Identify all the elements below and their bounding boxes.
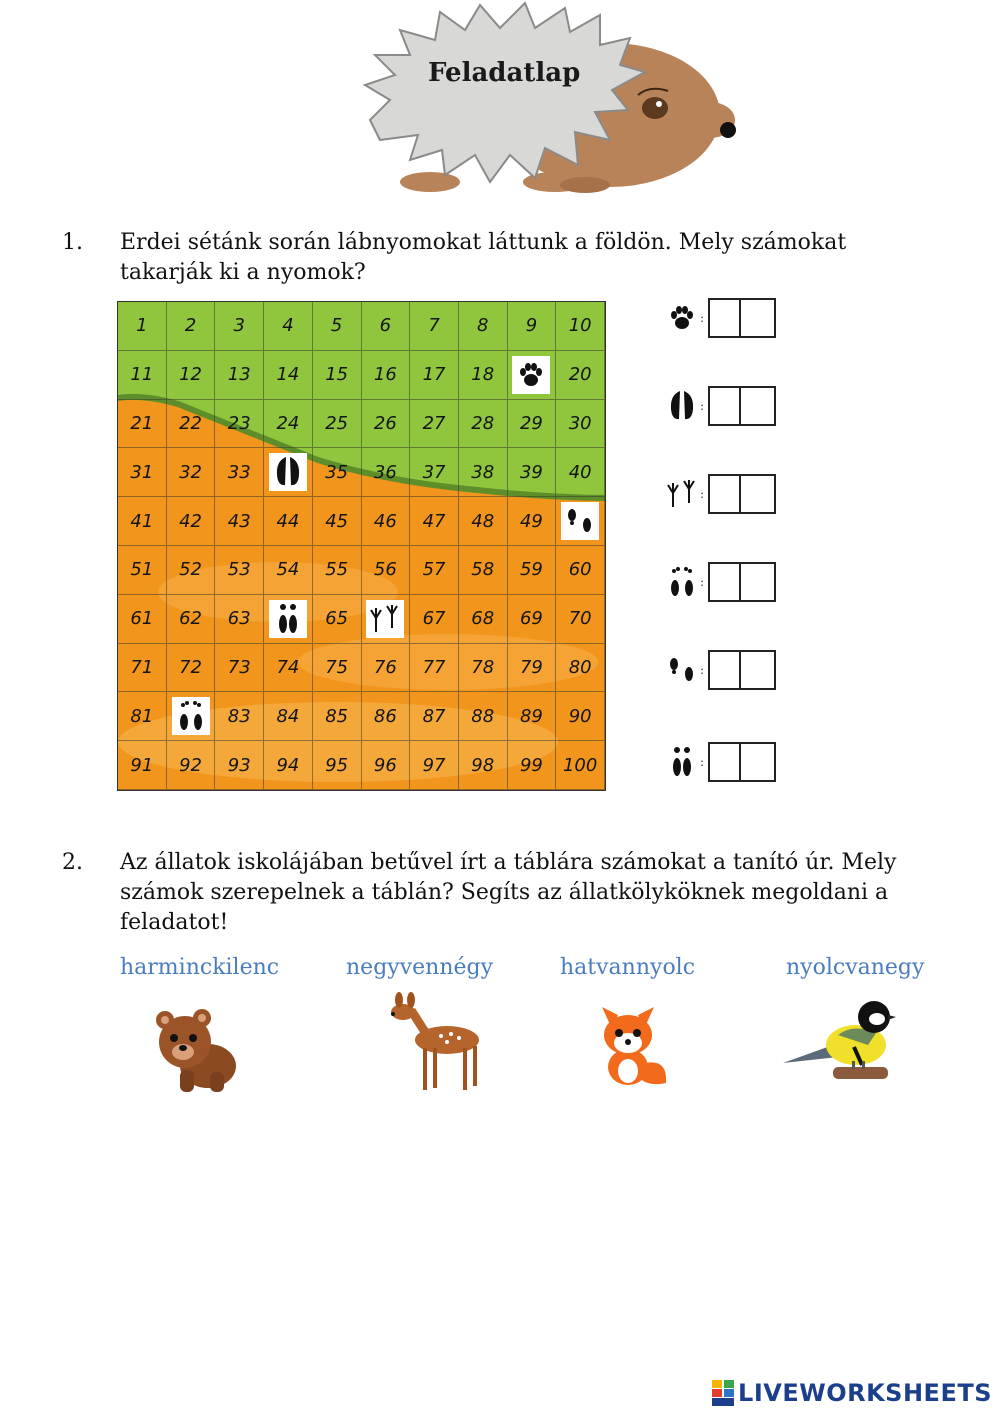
grid-cell: 92: [167, 741, 216, 790]
grid-cell: 72: [167, 644, 216, 693]
legend-row: [664, 648, 784, 692]
grid-cell: 81: [118, 692, 167, 741]
grid-cell: 3: [215, 302, 264, 351]
answer-box: [708, 474, 776, 514]
bird-print-icon: [366, 600, 404, 638]
boot-print-icon: [664, 650, 700, 690]
task-1-text: Erdei sétánk során lábnyomokat láttunk a földön. Mely számokat takarják ki a nyomok?: [120, 230, 847, 285]
grid-cell: 43: [215, 497, 264, 546]
task-2-text-line-2: számok szerepelnek a táblán? Segíts az állatkölyköknek megoldani a: [120, 880, 889, 905]
paw-print-icon: [512, 356, 550, 394]
grid-cell: 26: [362, 400, 411, 449]
grid-cell: 10: [556, 302, 605, 351]
grid-cell: 88: [459, 692, 508, 741]
task-1-number: 1.: [62, 230, 83, 255]
grid-cell: 97: [410, 741, 459, 790]
grid-cell: 95: [313, 741, 362, 790]
legend-colon: :: [700, 487, 705, 501]
grid-cell-footprint: [508, 351, 557, 400]
grid-cell: 2: [167, 302, 216, 351]
grid-cell-footprint: [167, 692, 216, 741]
number-word-3: hatvannyolc: [560, 955, 696, 980]
grid-cell: 6: [362, 302, 411, 351]
grid-cell: 84: [264, 692, 313, 741]
answer-box: [708, 298, 776, 338]
legend-row: [664, 472, 784, 516]
grid-cell: 52: [167, 546, 216, 595]
answer-ones-input[interactable]: [741, 564, 772, 600]
grid-cell-footprint: [264, 595, 313, 644]
paw-print-icon: [664, 298, 700, 338]
grid-cell: 17: [410, 351, 459, 400]
grid-cell: 30: [556, 400, 605, 449]
hoof-print-icon: [269, 453, 307, 491]
hare-print-icon: [269, 600, 307, 638]
grid-cell: 18: [459, 351, 508, 400]
answer-box: [708, 650, 776, 690]
legend-row: [664, 740, 784, 784]
grid-cell: 8: [459, 302, 508, 351]
grid-cell: 86: [362, 692, 411, 741]
grid-cell: 25: [313, 400, 362, 449]
grid-cell: 45: [313, 497, 362, 546]
grid-cell: 33: [215, 448, 264, 497]
grid-cell: 74: [264, 644, 313, 693]
grid-cell: 61: [118, 595, 167, 644]
hedgehog-illustration: [350, 0, 750, 200]
answer-box: [708, 742, 776, 782]
bird-icon: [778, 995, 898, 1094]
grid-cell: 11: [118, 351, 167, 400]
grid-cell: 39: [508, 448, 557, 497]
number-word-1: harminckilenc: [120, 955, 280, 980]
grid-cell: 38: [459, 448, 508, 497]
grid-cell: 94: [264, 741, 313, 790]
legend-row: [664, 384, 784, 428]
answer-tens-input[interactable]: [710, 652, 741, 688]
answer-ones-input[interactable]: [741, 744, 772, 780]
answer-box: [708, 562, 776, 602]
legend-colon: :: [700, 575, 705, 589]
answer-tens-input[interactable]: [710, 388, 741, 424]
grid-cell: 78: [459, 644, 508, 693]
answer-box: [708, 386, 776, 426]
grid-cell: 58: [459, 546, 508, 595]
answer-tens-input[interactable]: [710, 476, 741, 512]
answer-ones-input[interactable]: [741, 652, 772, 688]
grid-cell: 42: [167, 497, 216, 546]
grid-cell: 29: [508, 400, 557, 449]
grid-cell: 68: [459, 595, 508, 644]
grid-cell: 15: [313, 351, 362, 400]
grid-cell: 56: [362, 546, 411, 595]
small-paw-print-icon: [172, 697, 210, 735]
grid-cell: 77: [410, 644, 459, 693]
grid-cell: 40: [556, 448, 605, 497]
grid-cell: 12: [167, 351, 216, 400]
task-2-text-line-3: feladatot!: [120, 910, 229, 935]
number-word-2: negyvennégy: [346, 955, 494, 980]
grid-cell: 87: [410, 692, 459, 741]
grid-cell: 23: [215, 400, 264, 449]
grid-cell: 63: [215, 595, 264, 644]
legend-colon: :: [700, 311, 705, 325]
grid-cell: 31: [118, 448, 167, 497]
brand-name: LIVEWORKSHEETS: [738, 1379, 992, 1407]
grid-cell: 51: [118, 546, 167, 595]
grid-cell: 13: [215, 351, 264, 400]
grid-cell: 41: [118, 497, 167, 546]
grid-cell: 85: [313, 692, 362, 741]
grid-cell: 91: [118, 741, 167, 790]
small-paw-print-icon: [664, 562, 700, 602]
grid-cell: 22: [167, 400, 216, 449]
grid-cell: 1: [118, 302, 167, 351]
grid-cell: 48: [459, 497, 508, 546]
grid-cell: 89: [508, 692, 557, 741]
boot-print-icon: [561, 502, 599, 540]
grid-cell: 21: [118, 400, 167, 449]
grid-cell: 5: [313, 302, 362, 351]
grid-cell: 4: [264, 302, 313, 351]
grid-cell: 73: [215, 644, 264, 693]
legend-colon: :: [700, 663, 705, 677]
legend-colon: :: [700, 755, 705, 769]
legend-row: [664, 560, 784, 604]
grid-cell: 93: [215, 741, 264, 790]
grid-cell: 7: [410, 302, 459, 351]
grid-cell: 55: [313, 546, 362, 595]
brand-mark-icon: [712, 1380, 734, 1406]
grid-cell: 9: [508, 302, 557, 351]
liveworksheets-logo: [712, 1379, 992, 1407]
worksheet-title: Feladatlap: [428, 58, 581, 88]
grid-cell: 79: [508, 644, 557, 693]
legend-row: [664, 296, 784, 340]
grid-cell: 46: [362, 497, 411, 546]
grid-cell: 59: [508, 546, 557, 595]
grid-cell-footprint: [556, 497, 605, 546]
task-2-number: 2.: [62, 850, 83, 875]
grid-cell: 60: [556, 546, 605, 595]
grid-cell: 62: [167, 595, 216, 644]
answer-tens-input[interactable]: [710, 300, 741, 336]
fawn-icon: [385, 990, 495, 1099]
bird-print-icon: [664, 474, 700, 514]
grid-cell: 54: [264, 546, 313, 595]
grid-cell: 14: [264, 351, 313, 400]
grid-cell-footprint: [362, 595, 411, 644]
grid-cell: 69: [508, 595, 557, 644]
answer-ones-input[interactable]: [741, 476, 772, 512]
grid-cell: 53: [215, 546, 264, 595]
legend-colon: :: [700, 399, 705, 413]
grid-cell: 27: [410, 400, 459, 449]
grid-cell: 99: [508, 741, 557, 790]
answer-ones-input[interactable]: [741, 300, 772, 336]
grid-cell: 36: [362, 448, 411, 497]
grid-cell: 65: [313, 595, 362, 644]
grid-cell: 57: [410, 546, 459, 595]
grid-cell: 83: [215, 692, 264, 741]
grid-cell: 20: [556, 351, 605, 400]
grid-cell: 80: [556, 644, 605, 693]
hoof-print-icon: [664, 386, 700, 426]
grid-cell: 90: [556, 692, 605, 741]
number-word-4: nyolcvanegy: [786, 955, 925, 980]
hundred-grid: [117, 301, 606, 791]
grid-cell: 16: [362, 351, 411, 400]
grid-cell: 67: [410, 595, 459, 644]
grid-cell: 28: [459, 400, 508, 449]
fox-icon: [588, 995, 673, 1094]
grid-cell: 98: [459, 741, 508, 790]
answer-ones-input[interactable]: [741, 388, 772, 424]
bear-cub-icon: [150, 1000, 245, 1099]
grid-cell: 100: [556, 741, 605, 790]
grid-cell: 75: [313, 644, 362, 693]
grid-cell: 24: [264, 400, 313, 449]
hare-print-icon: [664, 742, 700, 782]
grid-cell: 44: [264, 497, 313, 546]
grid-cell: 32: [167, 448, 216, 497]
grid-cell: 35: [313, 448, 362, 497]
grid-cell: 70: [556, 595, 605, 644]
grid-cell: 49: [508, 497, 557, 546]
grid-cell: 96: [362, 741, 411, 790]
answer-tens-input[interactable]: [710, 744, 741, 780]
grid-cell: 76: [362, 644, 411, 693]
grid-cell: 47: [410, 497, 459, 546]
grid-cell: 37: [410, 448, 459, 497]
answer-tens-input[interactable]: [710, 564, 741, 600]
grid-cell: 71: [118, 644, 167, 693]
grid-cell-footprint: [264, 448, 313, 497]
task-2-text-line-1: Az állatok iskolájában betűvel írt a táblára számokat a tanító úr. Mely: [120, 850, 897, 875]
